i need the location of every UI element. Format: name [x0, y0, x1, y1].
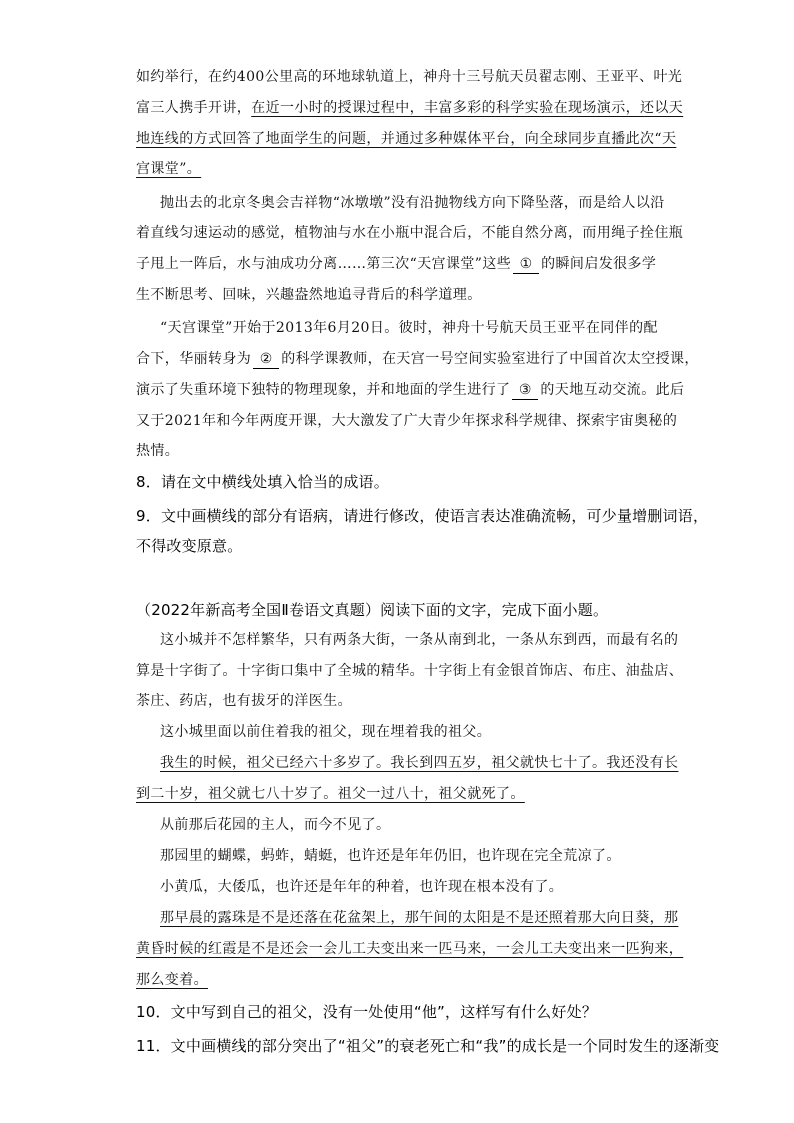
passage-line [136, 690, 352, 712]
passage-line [136, 379, 684, 401]
question-text: 11．文中画横线的部分突出了“祖父”的衰老死亡和“我”的成长是一个同时发生的逐渐变 [136, 1037, 720, 1055]
question-10 [136, 1001, 597, 1023]
passage-line [160, 192, 665, 214]
underlined-text: 到二十岁，祖父就七八十岁了。祖父一过八十，祖父就死了。 [136, 786, 525, 802]
fill-blank-2: ② [253, 350, 279, 369]
question-9 [136, 505, 708, 527]
passage-line [160, 752, 678, 774]
passage-line [160, 629, 678, 651]
passage-text: 算是十字街了。十字街口集中了全城的精华。十字街上有金银首饰店、布庄、油盐店、 [136, 663, 684, 679]
fill-blank-1: ① [513, 255, 539, 274]
passage-line [136, 938, 683, 960]
passage-line [160, 721, 491, 743]
passage-text: 合下，华丽转身为 [136, 351, 252, 367]
passage-line [136, 128, 676, 150]
passage-text: 着直线匀速运动的感觉，植物油与水在小瓶中混合后，不能自然分离，而用绳子拴住瓶 [136, 225, 684, 241]
underlined-text: 宫课堂”。 [136, 161, 202, 177]
question-text: 不得改变原意。 [136, 537, 243, 555]
passage-text: 演示了失重环境下独特的物理现象，并和地面的学生进行了 [136, 382, 511, 398]
passage-line [160, 317, 658, 339]
passage-text: 小黄瓜，大倭瓜，也许还是年年的种着，也许现在根本没有了。 [160, 879, 564, 895]
passage-text: 那园里的蝴蝶，蚂蚱，蜻蜓，也许还是年年仍旧，也许现在完全荒凉了。 [160, 848, 621, 864]
passage-text: 的天地互动交流。此后 [540, 382, 685, 398]
question-text: 8．请在文中横线处填入恰当的成语。 [136, 473, 389, 491]
passage-text: “天宫课堂”开始于2013年6月20日。彼时，神舟十号航天员王亚平在同伴的配 [160, 320, 658, 336]
passage-text: 子甩上一阵后，水与油成功分离……第三次“天宫课堂”这些 [136, 256, 512, 272]
passage-line [136, 348, 699, 370]
passage-text: 这小城并不怎样繁华，只有两条大街，一条从南到北，一条从东到西，而最有名的 [160, 632, 679, 648]
section-intro [136, 599, 608, 621]
passage-text: 生不断思考、回味，兴趣盎然地追寻背后的科学道理。 [136, 287, 482, 303]
passage-line [136, 969, 208, 991]
question-8 [136, 471, 389, 493]
passage-line [160, 907, 678, 929]
passage-text: 的科学课教师，在天宫一号空间实验室进行了中国首次太空授课， [281, 351, 699, 367]
question-text: 10．文中写到自己的祖父，没有一处使用“他”，这样写有什么好处？ [136, 1003, 598, 1021]
passage-line [160, 814, 390, 836]
passage-line [136, 440, 179, 462]
underlined-text: 地连线的方式回答了地面学生的问题，并通过多种媒体平台，向全球同步直播此次“天 [136, 131, 677, 147]
underlined-text: 黄昏时候的红霞是不是还会一会儿工夫变出来一匹马来，一会儿工夫变出来一匹狗来， [136, 941, 684, 957]
passage-text: 的瞬间启发很多学 [541, 256, 657, 272]
passage-text: 如约举行，在约400公里高的环地球轨道上，神舟十三号航天员翟志刚、王亚平、叶光 [136, 69, 683, 85]
underlined-text: 那么变着。 [136, 972, 208, 988]
passage-line [160, 845, 621, 867]
section-intro-text: （2022年新高考全国Ⅱ卷语文真题）阅读下面的文字，完成下面小题。 [136, 601, 609, 619]
passage-line [136, 253, 656, 275]
passage-line [136, 222, 683, 244]
passage-line [136, 66, 682, 88]
question-text: 9．文中画横线的部分有语病，请进行修改，使语言表达准确流畅，可少量增删词语， [136, 507, 709, 525]
passage-text: 这小城里面以前住着我的祖父，现在埋着我的祖父。 [160, 724, 492, 740]
question-11 [136, 1035, 719, 1057]
passage-line [136, 284, 482, 306]
passage-line [136, 410, 677, 432]
underlined-text: 在近一小时的授课过程中，丰富多彩的科学实验在现场演示，还以天 [251, 100, 684, 116]
passage-line [136, 158, 201, 180]
passage-text: 从前那后花园的主人，而今不见了。 [160, 817, 391, 833]
passage-text: 又于2021年和今年两度开课，大大激发了广大青少年探求科学规律、探索宇宙奥秘的 [136, 413, 678, 429]
fill-blank-3: ③ [512, 381, 538, 400]
passage-line [136, 97, 683, 119]
passage-text: 茶庄、药店，也有拔牙的洋医生。 [136, 693, 352, 709]
passage-text: 抛出去的北京冬奥会吉祥物“冰墩墩”没有沿抛物线方向下降坠落，而是给人以沿 [160, 195, 665, 211]
passage-text: 热情。 [136, 443, 180, 459]
passage-line [136, 783, 525, 805]
passage-line [136, 660, 683, 682]
question-9-cont [136, 535, 242, 557]
passage-line [160, 876, 563, 898]
passage-text: 富三人携手开讲， [136, 100, 252, 116]
underlined-text: 我生的时候，祖父已经六十多岁了。我长到四五岁，祖父就快七十了。我还没有长 [160, 755, 679, 771]
underlined-text: 那早晨的露珠是不是还落在花盆架上，那午间的太阳是不是还照着那大向日葵，那 [160, 910, 679, 926]
